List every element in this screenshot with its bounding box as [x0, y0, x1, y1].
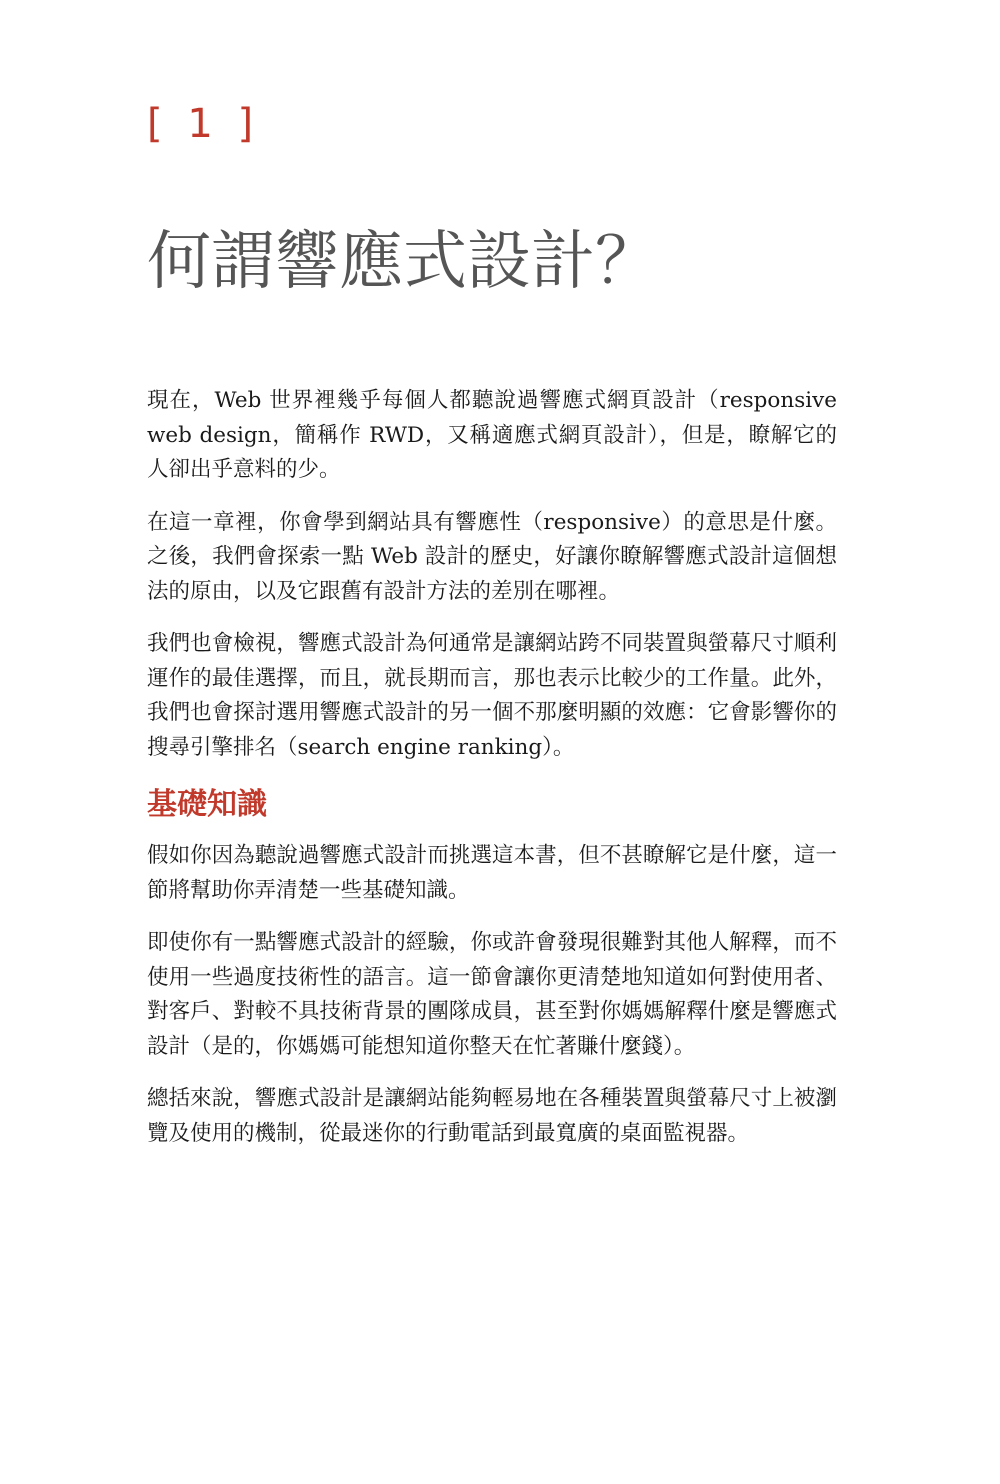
section-paragraph: 總括來說，響應式設計是讓網站能夠輕易地在各種裝置與螢幕尺寸上被瀏覽及使用的機制，從最迷你的行動電話到最寬廣的桌面監視器。 [147, 1086, 837, 1146]
section-paragraph: 即使你有一點響應式設計的經驗，你或許會發現很難對其他人解釋，而不使用一些過度技術性的語言。這一節會讓你更清楚地知道如何對使用者、對客戶、對較不具技術背景的團隊成員，甚至對你媽媽解釋什麼是響應式設計（是的，你媽媽可能想知道你整天在忙著賺什麼錢）。 [147, 930, 837, 1059]
intro-paragraph: 現在，Web 世界裡幾乎每個人都聽說過響應式網頁設計（responsive web design，簡稱作 RWD，又稱適應式網頁設計），但是，瞭解它的人卻出乎意料的少。 [147, 388, 837, 482]
section-paragraph: 假如你因為聽說過響應式設計而挑選這本書，但不甚瞭解它是什麼，這一節將幫助你弄清楚一些基礎知識。 [147, 843, 837, 903]
intro-paragraph: 在這一章裡，你會學到網站具有響應性（responsive）的意思是什麼。之後，我們會探索一點 Web 設計的歷史，好讓你瞭解響應式設計這個想法的原由，以及它跟舊有設計方法的差別在哪裡。 [147, 509, 837, 604]
intro-paragraph: 我們也會檢視，響應式設計為何通常是讓網站跨不同裝置與螢幕尺寸順利運作的最佳選擇，而且，就長期而言，那也表示比較少的工作量。此外，我們也會探討選用響應式設計的另一個不那麼明顯的效應：它會影響你的搜尋引擎排名（search engine ranking）。 [147, 631, 837, 760]
chapter-title: 何謂響應式設計？ [147, 225, 659, 299]
section-heading: 基礎知識 [147, 787, 267, 822]
chapter-number: [ 1 ] [147, 101, 260, 147]
chapter-body [147, 384, 837, 1169]
